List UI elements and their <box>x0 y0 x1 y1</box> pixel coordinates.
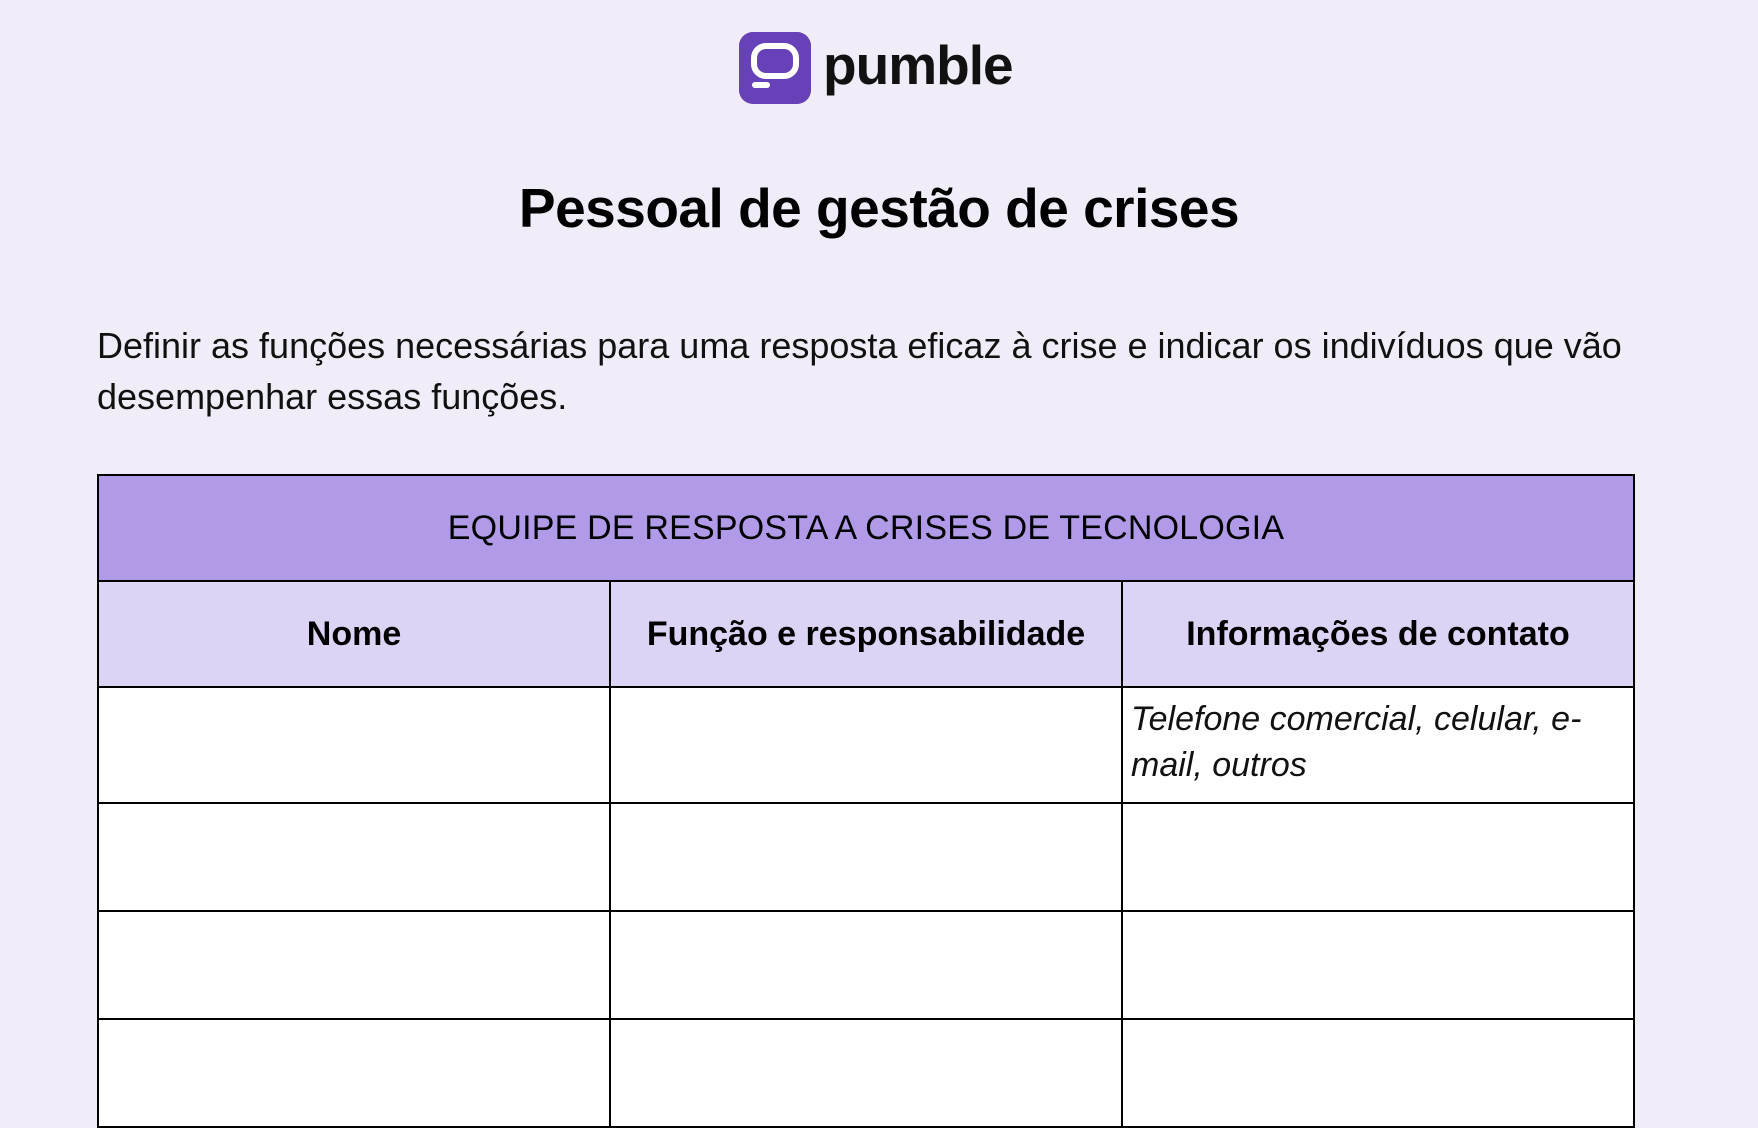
table-row <box>98 687 1634 803</box>
column-header-nome: Nome <box>98 581 610 687</box>
table-cell-nome[interactable] <box>98 1019 610 1127</box>
table-cell-contato[interactable] <box>1122 1019 1634 1127</box>
column-header-contato: Informações de contato <box>1122 581 1634 687</box>
table-cell-funcao[interactable] <box>610 1019 1122 1127</box>
pumble-logo-icon <box>739 32 811 104</box>
table-row <box>98 1019 1634 1127</box>
crisis-team-table <box>97 474 1635 1128</box>
column-header-funcao: Função e responsabilidade <box>610 581 1122 687</box>
table-cell-contato[interactable] <box>1122 911 1634 1019</box>
table-cell-funcao[interactable] <box>610 911 1122 1019</box>
table-header-row <box>98 581 1634 687</box>
table-row <box>98 803 1634 911</box>
table-cell-nome[interactable] <box>98 803 610 911</box>
table-cell-contato[interactable] <box>1122 803 1634 911</box>
table-cell-nome[interactable] <box>98 687 610 803</box>
pumble-logo-text: pumble <box>823 33 1013 96</box>
table-cell-contato[interactable]: Telefone comercial, celular, e-mail, outros <box>1122 687 1634 803</box>
page-title: Pessoal de gestão de crises <box>518 177 1240 239</box>
intro-paragraph: Definir as funções necessárias para uma resposta eficaz à crise e indicar os indivíduos que vão desempenhar essas funções. <box>97 325 1622 417</box>
table-cell-funcao[interactable] <box>610 803 1122 911</box>
table-banner: EQUIPE DE RESPOSTA A CRISES DE TECNOLOGIA <box>98 475 1634 581</box>
table-row <box>98 911 1634 1019</box>
table-cell-nome[interactable] <box>98 911 610 1019</box>
pumble-logo <box>739 32 1013 104</box>
table-cell-funcao[interactable] <box>610 687 1122 803</box>
table-banner-row <box>98 475 1634 581</box>
